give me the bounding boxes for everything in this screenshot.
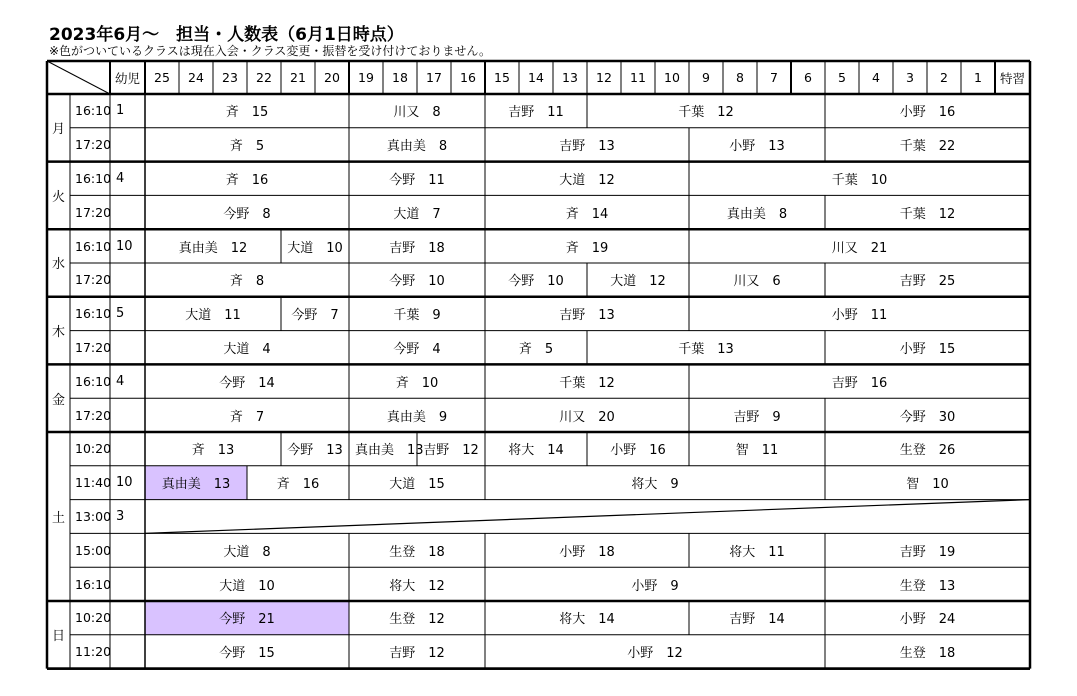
kinder-count bbox=[110, 195, 145, 229]
kinder-count bbox=[110, 567, 145, 601]
class-cell: 小野 12 bbox=[627, 646, 683, 662]
class-cell: 吉野 19 bbox=[899, 544, 956, 560]
class-cell: 大道 10 bbox=[287, 240, 343, 256]
time-slot: 17:20 bbox=[75, 137, 112, 153]
day-label: 金 bbox=[51, 392, 65, 408]
class-cell: 斉 19 bbox=[565, 240, 609, 256]
class-cell: 斉 14 bbox=[565, 206, 609, 222]
class-cell: 吉野 25 bbox=[899, 274, 956, 290]
class-cell: 真由美 9 bbox=[386, 409, 448, 425]
kinder-count: 3 bbox=[116, 508, 125, 524]
class-cell: 川又 21 bbox=[831, 240, 888, 256]
kinder-count: 4 bbox=[116, 373, 125, 389]
column-header: 1 bbox=[974, 70, 982, 85]
class-cell: 真由美 13 bbox=[355, 443, 424, 459]
column-header: 2 bbox=[940, 70, 948, 85]
class-cell: 千葉 22 bbox=[899, 139, 956, 155]
column-header: 8 bbox=[736, 70, 744, 85]
class-cell: 千葉 12 bbox=[899, 206, 956, 222]
class-cell: 斉 16 bbox=[225, 172, 269, 188]
time-slot: 10:20 bbox=[75, 441, 112, 457]
class-cell: 今野 10 bbox=[389, 274, 445, 290]
class-cell: 今野 13 bbox=[287, 443, 343, 459]
column-header: 10 bbox=[664, 70, 680, 85]
class-cell: 大道 15 bbox=[389, 477, 445, 493]
class-cell: 小野 9 bbox=[631, 578, 679, 594]
class-cell: 智 11 bbox=[735, 443, 779, 459]
class-cell: 今野 30 bbox=[899, 409, 956, 425]
day-label: 木 bbox=[51, 325, 65, 341]
class-cell: 将大 14 bbox=[508, 443, 564, 459]
class-cell: 小野 15 bbox=[899, 341, 956, 357]
column-header: 17 bbox=[426, 70, 442, 85]
column-header: 7 bbox=[770, 70, 778, 85]
class-cell: 大道 11 bbox=[185, 308, 241, 324]
column-header: 15 bbox=[494, 70, 510, 85]
class-cell: 今野 11 bbox=[389, 172, 445, 188]
class-cell: 小野 16 bbox=[899, 105, 956, 121]
class-cell: 将大 12 bbox=[389, 578, 445, 594]
notice-text: ※色がついているクラスは現在入会・クラス変更・振替を受け付けておりません。 bbox=[49, 44, 492, 58]
column-header: 22 bbox=[256, 70, 272, 85]
column-header: 5 bbox=[838, 70, 846, 85]
class-cell: 千葉 13 bbox=[678, 341, 734, 357]
day-label: 水 bbox=[51, 257, 65, 273]
column-header: 12 bbox=[596, 70, 612, 85]
time-slot: 17:20 bbox=[75, 272, 112, 288]
day-label: 土 bbox=[51, 511, 65, 526]
kinder-count: 1 bbox=[116, 103, 125, 119]
class-cell: 千葉 12 bbox=[559, 375, 615, 391]
kinder-count: 5 bbox=[116, 306, 125, 322]
class-cell: 大道 7 bbox=[393, 206, 441, 222]
class-cell: 斉 7 bbox=[229, 409, 265, 425]
kinder-count bbox=[110, 432, 145, 466]
class-cell: 今野 8 bbox=[223, 206, 271, 222]
class-cell: 千葉 12 bbox=[678, 105, 734, 121]
class-cell: 将大 11 bbox=[729, 544, 785, 560]
class-cell: 智 10 bbox=[906, 477, 949, 493]
class-cell: 生登 18 bbox=[899, 646, 956, 662]
time-slot: 17:20 bbox=[75, 339, 112, 355]
time-slot: 16:10 bbox=[75, 306, 112, 322]
time-slot: 15:00 bbox=[75, 542, 112, 558]
class-cell: 川又 6 bbox=[733, 274, 781, 290]
time-slot: 16:10 bbox=[75, 373, 112, 389]
class-cell: 将大 9 bbox=[631, 477, 679, 493]
class-cell: 斉 13 bbox=[191, 443, 235, 459]
time-slot: 17:20 bbox=[75, 407, 112, 423]
class-cell: 大道 8 bbox=[223, 544, 271, 560]
class-cell: 今野 4 bbox=[393, 341, 441, 357]
column-header: 18 bbox=[392, 70, 408, 85]
class-cell: 斉 5 bbox=[518, 341, 554, 357]
class-cell: 斉 15 bbox=[225, 105, 269, 121]
column-header: 19 bbox=[358, 70, 374, 85]
class-cell: 小野 16 bbox=[610, 443, 666, 459]
class-cell: 今野 15 bbox=[219, 646, 275, 662]
time-slot: 13:00 bbox=[75, 508, 112, 524]
column-header: 20 bbox=[324, 70, 340, 85]
class-cell: 吉野 12 bbox=[389, 646, 445, 662]
column-header: 11 bbox=[630, 70, 646, 85]
class-cell: 真由美 13 bbox=[161, 477, 231, 493]
column-header: 16 bbox=[460, 70, 476, 85]
class-cell: 斉 10 bbox=[395, 375, 439, 391]
class-cell: 将大 14 bbox=[559, 612, 615, 628]
class-cell: 吉野 14 bbox=[729, 612, 785, 628]
class-cell: 斉 5 bbox=[229, 139, 265, 155]
column-header: 23 bbox=[222, 70, 238, 85]
class-cell: 小野 18 bbox=[559, 544, 615, 560]
time-slot: 17:20 bbox=[75, 204, 112, 220]
kinder-count bbox=[110, 263, 145, 297]
class-cell: 大道 12 bbox=[559, 172, 615, 188]
class-cell: 生登 26 bbox=[899, 443, 956, 459]
class-cell: 吉野 11 bbox=[508, 105, 564, 121]
class-cell: 真由美 12 bbox=[178, 240, 248, 256]
class-cell: 大道 4 bbox=[223, 341, 271, 357]
class-cell: 吉野 16 bbox=[831, 375, 888, 391]
class-cell: 吉野 13 bbox=[559, 308, 615, 324]
closed-slot-diagonal bbox=[145, 500, 1030, 534]
time-slot: 16:10 bbox=[75, 576, 112, 592]
class-cell: 今野 14 bbox=[219, 375, 275, 391]
kinder-count: 10 bbox=[116, 475, 133, 491]
class-cell: 生登 13 bbox=[899, 578, 956, 594]
column-header: 幼児 bbox=[114, 70, 140, 86]
class-cell: 小野 11 bbox=[831, 308, 888, 324]
class-cell: 真由美 8 bbox=[726, 206, 788, 222]
class-cell: 今野 21 bbox=[219, 612, 275, 628]
kinder-count bbox=[110, 533, 145, 567]
class-cell: 今野 7 bbox=[291, 308, 339, 324]
class-cell: 大道 12 bbox=[610, 274, 666, 290]
kinder-count bbox=[110, 601, 145, 635]
column-header: 4 bbox=[872, 70, 880, 85]
day-label: 月 bbox=[51, 122, 65, 138]
day-label: 日 bbox=[51, 629, 65, 645]
time-slot: 11:20 bbox=[75, 644, 112, 660]
column-header: 24 bbox=[188, 70, 204, 85]
time-slot: 16:10 bbox=[75, 238, 112, 254]
class-cell: 千葉 10 bbox=[831, 172, 888, 188]
kinder-count bbox=[110, 398, 145, 432]
kinder-count bbox=[110, 635, 145, 669]
class-cell: 小野 13 bbox=[729, 139, 785, 155]
column-header: 25 bbox=[154, 70, 170, 85]
time-slot: 16:10 bbox=[75, 103, 112, 119]
class-cell: 小野 24 bbox=[899, 612, 956, 628]
class-cell: 生登 12 bbox=[389, 612, 445, 628]
page-title: 2023年6月～ 担当・人数表（6月1日時点） bbox=[49, 25, 404, 45]
time-slot: 16:10 bbox=[75, 170, 112, 186]
column-header: 特習 bbox=[999, 70, 1025, 86]
class-cell: 斉 16 bbox=[276, 477, 320, 493]
column-header: 6 bbox=[804, 70, 812, 85]
class-cell: 吉野 9 bbox=[733, 409, 781, 425]
kinder-count: 4 bbox=[116, 170, 125, 186]
column-header: 9 bbox=[702, 70, 710, 85]
class-cell: 川又 8 bbox=[393, 105, 441, 121]
class-cell: 千葉 9 bbox=[393, 308, 441, 324]
column-header: 14 bbox=[528, 70, 544, 85]
class-cell: 吉野 18 bbox=[389, 240, 445, 256]
class-cell: 斉 8 bbox=[229, 274, 265, 290]
class-cell: 吉野 13 bbox=[559, 139, 615, 155]
class-cell: 川又 20 bbox=[559, 409, 615, 425]
kinder-count: 10 bbox=[116, 238, 133, 254]
class-cell: 生登 18 bbox=[389, 544, 445, 560]
time-slot: 10:20 bbox=[75, 610, 112, 626]
class-cell: 今野 10 bbox=[508, 274, 564, 290]
class-cell: 吉野 12 bbox=[423, 443, 479, 459]
column-header: 13 bbox=[562, 70, 578, 85]
time-slot: 11:40 bbox=[75, 475, 112, 491]
class-cell: 大道 10 bbox=[219, 578, 275, 594]
kinder-count bbox=[110, 331, 145, 365]
class-cell: 真由美 8 bbox=[386, 139, 448, 155]
column-header: 3 bbox=[906, 70, 914, 85]
header-diagonal bbox=[47, 61, 110, 94]
column-header: 21 bbox=[290, 70, 306, 85]
day-label: 火 bbox=[51, 189, 65, 205]
kinder-count bbox=[110, 128, 145, 162]
